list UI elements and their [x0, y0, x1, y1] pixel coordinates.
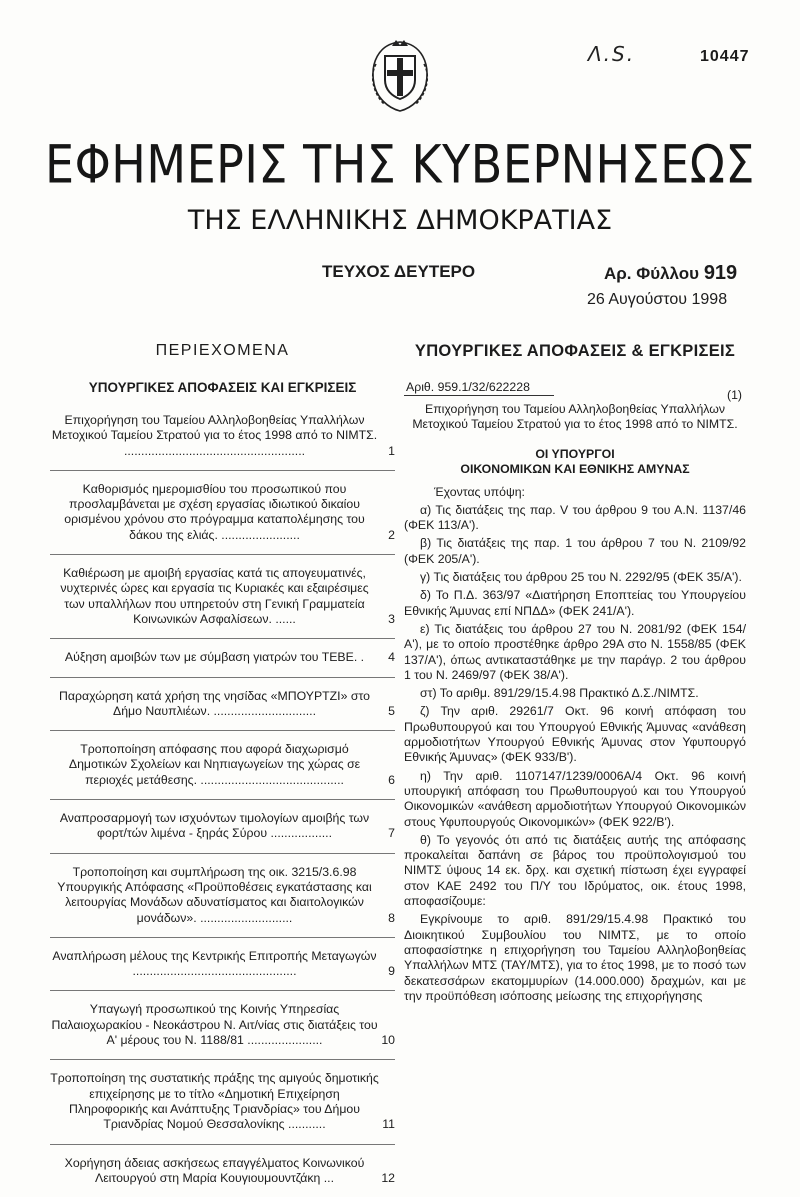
contents-item-text: Τροποποίηση απόφασης που αφορά διαχωρισμό Δημοτικών Σχολείων και Νηπιαγωγείων της χώρας σε περιοχές μετάθεσης. ..........................................: [68, 742, 361, 787]
contents-item: [50, 811, 395, 842]
decision-paragraphs: [404, 503, 746, 1004]
decision-paragraph: Εγκρίνουμε το αριθ. 891/29/15.4.98 Πρακτικό του Διοικητικού Συμβουλίου του ΝΙΜΤΣ, με το οποίο αποφασίστηκε η επιχορήγηση του Ταμείου Αλληλοβοηθείας Υπαλλήλων ΜΤΣ (ΤΑΥ/ΜΤΣ), για το έτος 1998, με το ποσό των δεκατεσσάρων εκατομμυρίων (14.000.000) δραχμών, και με την προϋπόθεση ισόποσης μείωσης της επιχορήγησης: [404, 912, 746, 1003]
contents-item: [50, 1071, 395, 1132]
contents-divider: [50, 730, 395, 731]
decisions-title: ΥΠΟΥΡΓΙΚΕΣ ΑΠΟΦΑΣΕΙΣ & ΕΓΚΡΙΣΕΙΣ: [414, 342, 736, 360]
contents-item-text: Καθορισμός ημερομισθίου του προσωπικού που προσλαμβάνεται με σχέση εργασίας ιδιωτικού δικαίου ορισμένου χρόνου στο πρόγραμμα καταπολέμησης του δάκου της ελιάς. .......................: [64, 481, 365, 542]
contents-section-heading: ΥΠΟΥΡΓΙΚΕΣ ΑΠΟΦΑΣΕΙΣ ΚΑΙ ΕΓΚΡΙΣΕΙΣ: [88, 380, 357, 395]
decision-paragraph: ε) Τις διατάξεις του άρθρου 27 του Ν. 2081/92 (ΦΕΚ 154/Α'), με το οποίο προστέθηκε άρθρο 29Α στο Ν. 1558/85 (ΦΕΚ 137/Α'), όπως αντικαταστάθηκε με την παράγρ. 2 του άρθρου 1 του Ν. 2469/97 (ΦΕΚ 38/Α').: [404, 621, 746, 682]
contents-item: [50, 650, 395, 665]
handwritten-initials: Λ.S.: [588, 42, 636, 66]
contents-item: [50, 865, 395, 926]
contents-item-page: 11: [382, 1117, 395, 1132]
contents-item-text: Αύξηση αμοιβών των με σύμβαση γιατρών του ΤΕΒΕ. .: [64, 650, 365, 665]
decision-paragraph: στ) Το αριθμ. 891/29/15.4.98 Πρακτικό Δ.Σ./ΝΙΜΤΣ.: [420, 686, 699, 701]
contents-divider: [50, 853, 395, 854]
document-number: 10447: [700, 48, 750, 65]
issue-label: ΤΕΥΧΟΣ ΔΕΥΤΕΡΟ: [322, 262, 476, 281]
gazette-title: ΕΦΗΜΕΡΙΣ ΤΗΣ ΚΥΒΕΡΝΗΣΕΩΣ: [45, 133, 755, 196]
decision-paragraph: η) Την αριθ. 1107147/1239/0006Α/4 Οκτ. 96 κοινή υπουργική απόφαση του Πρωθυπουργού και του Υπουργού Οικονομικών «ανάθεση αρμοδιοτήτων Υπουργού Οικονομικών στους Υφυπουργούς Οικονομικών» (ΦΕΚ 922/Β').: [404, 768, 746, 829]
ministers-line-1: ΟΙ ΥΠΟΥΡΓΟΙ: [535, 446, 615, 461]
issue-row: [0, 262, 800, 286]
contents-title: ΠΕΡΙΕΧΟΜΕΝΑ: [155, 342, 290, 359]
contents-item-page: 1: [388, 443, 395, 458]
contents-item-page: 12: [381, 1170, 395, 1185]
issue-date: 26 Αυγούστου 1998: [587, 291, 728, 308]
contents-divider: [50, 554, 395, 555]
decision-intro: Έχοντας υπόψη:: [434, 484, 525, 499]
contents-item-text: Αναπροσαρμογή των ισχυόντων τιμολογίων αμοιβής των φορτ/τών λιμένα - ξηράς Σύρου ..................: [59, 811, 370, 841]
contents-item-page: 3: [388, 611, 395, 626]
contents-item-text: Υπαγωγή προσωπικού της Κοινής Υπηρεσίας Παλαιοχωρακίου - Νεοκάστρου Ν. Αιτ/νίας στις διατάξεις του Α' μέρους του Ν. 1188/81 ......................: [51, 1002, 378, 1048]
contents-item: [50, 1002, 395, 1048]
ministers-line-2: ΟΙΚΟΝΟΜΙΚΩΝ ΚΑΙ ΕΘΝΙΚΗΣ ΑΜΥΝΑΣ: [460, 461, 690, 476]
contents-item-text: Παραχώρηση κατά χρήση της νησίδας «ΜΠΟΥΡΤΖΙ» στο Δήμο Ναυπλιέων. ..............................: [59, 688, 370, 718]
decision-subject: Επιχορήγηση του Ταμείου Αλληλοβοηθείας Υπαλλήλων Μετοχικού Ταμείου Στρατού για το έτος 1998 από το ΝΙΜΤΣ.: [412, 402, 738, 432]
sheet-number: 919: [703, 262, 738, 284]
contents-divider: [50, 799, 395, 800]
greek-coat-of-arms-icon: [358, 34, 442, 118]
contents-divider: [50, 677, 395, 678]
contents-list: [50, 413, 395, 1186]
decision-paragraph: β) Τις διατάξεις της παρ. 1 του άρθρου 7 του Ν. 2109/92 (ΦΕΚ 205/Α').: [404, 536, 746, 566]
contents-item-text: Επιχορήγηση του Ταμείου Αλληλοβοηθείας Υπαλλήλων Μετοχικού Ταμείου Στρατού για το έτος 1998 από το ΝΙΜΤΣ. .....................................................: [51, 413, 378, 458]
decision-paragraph: ζ) Την αριθ. 29261/7 Οκτ. 96 κοινή απόφαση του Πρωθυπουργού και του Υπουργού Εθνικής Άμυνας «ανάθεση αρμοδιοτήτων Υπουργού Εθνικής Άμυνας στον Υφυπουργό Εθνικής Άμυνας» (ΦΕΚ 933/Β').: [404, 704, 746, 765]
contents-item-page: 9: [388, 964, 395, 979]
issuing-ministers: [404, 447, 746, 477]
contents-item: [50, 566, 395, 627]
contents-divider: [50, 1059, 395, 1060]
contents-item-page: 8: [388, 910, 395, 925]
decision-paragraph: θ) Το γεγονός ότι από τις διατάξεις αυτής της απόφασης προκαλείται δαπάνη σε βάρος του προϋπολογισμού του ΝΙΜΤΣ ύψους 14 εκ. δρχ. και σχετική πίστωση έχει εγγραφεί στον ΚΑΕ 2492 του Π/Υ του Ιδρύματος, οικ. έτους 1998, αποφασίζουμε:: [404, 832, 746, 909]
decision-paragraph: δ) Το Π.Δ. 363/97 «Διατήρηση Εποπτείας του Υπουργείου Εθνικής Άμυνας επί ΝΠΔΔ» (ΦΕΚ 241/Α').: [404, 588, 746, 618]
contents-divider: [50, 990, 395, 991]
decision-marker: (1): [727, 388, 743, 402]
contents-item-text: Αναπλήρωση μέλους της Κεντρικής Επιτροπής Μεταγωγών ................................................: [52, 948, 377, 979]
contents-item-text: Τροποποίηση και συμπλήρωση της οικ. 3215/3.6.98 Υπουργικής Απόφασης «Προϋποθέσεις εγκατάστασης και λειτουργίας Μονάδων αδυνατίσματος και διαιτολογικών μονάδων». ...........................: [57, 864, 372, 925]
contents-item-page: 2: [388, 527, 395, 542]
contents-item: [50, 1156, 395, 1187]
contents-item-page: 4: [388, 650, 395, 665]
decision-number: Αριθ. 959.1/32/622228: [404, 380, 554, 396]
contents-item-page: 6: [388, 772, 395, 787]
decision-paragraph: γ) Τις διατάξεις του άρθρου 25 του Ν. 2292/95 (ΦΕΚ 35/Α').: [420, 570, 742, 585]
sheet-label: Αρ. Φύλλου: [604, 264, 700, 283]
contents-item: [50, 482, 395, 543]
contents-item-text: Καθιέρωση με αμοιβή εργασίας κατά τις απογευματινές, νυχτερινές ώρες και εργασία τις Κυριακές και εξαιρέσιμες των υπαλλήλων που υπηρετούν στη Γενική Γραμματεία Κοινωνικών Ασφαλίσεων. ......: [60, 566, 369, 626]
decisions-column: [404, 342, 746, 1007]
gazette-subtitle: ΤΗΣ ΕΛΛΗΝΙΚΗΣ ΔΗΜΟΚΡΑΤΙΑΣ: [187, 205, 613, 236]
contents-divider: [50, 470, 395, 471]
contents-item-page: 10: [381, 1033, 395, 1048]
contents-item-page: 5: [388, 703, 395, 718]
contents-item-page: 7: [388, 826, 395, 841]
contents-item: [50, 949, 395, 980]
sheet-info: [604, 262, 737, 285]
contents-divider: [50, 638, 395, 639]
contents-item: [50, 742, 395, 788]
contents-divider: [50, 937, 395, 938]
contents-item: [50, 689, 395, 720]
decision-paragraph: α) Τις διατάξεις της παρ. V του άρθρου 9 του Α.Ν. 1137/46 (ΦΕΚ 113/Α').: [404, 502, 746, 533]
contents-column: [50, 342, 395, 1197]
contents-item: [50, 413, 395, 459]
contents-item-text: Χορήγηση άδειας ασκήσεως επαγγέλματος Κοινωνικού Λειτουργού στη Μαρία Κουγιουμουντζάκη ...: [64, 1155, 365, 1185]
contents-divider: [50, 1144, 395, 1145]
contents-item-text: Τροποποίηση της συστατικής πράξης της αμιγούς δημοτικής επιχείρησης με το τίτλο «Δημοτική Επιχείρηση Πληροφορικής και Ανάπτυξης Τριανδρίας» του Δήμου Τριανδρίας Νομού Θεσσαλονίκης ...........: [50, 1071, 379, 1132]
